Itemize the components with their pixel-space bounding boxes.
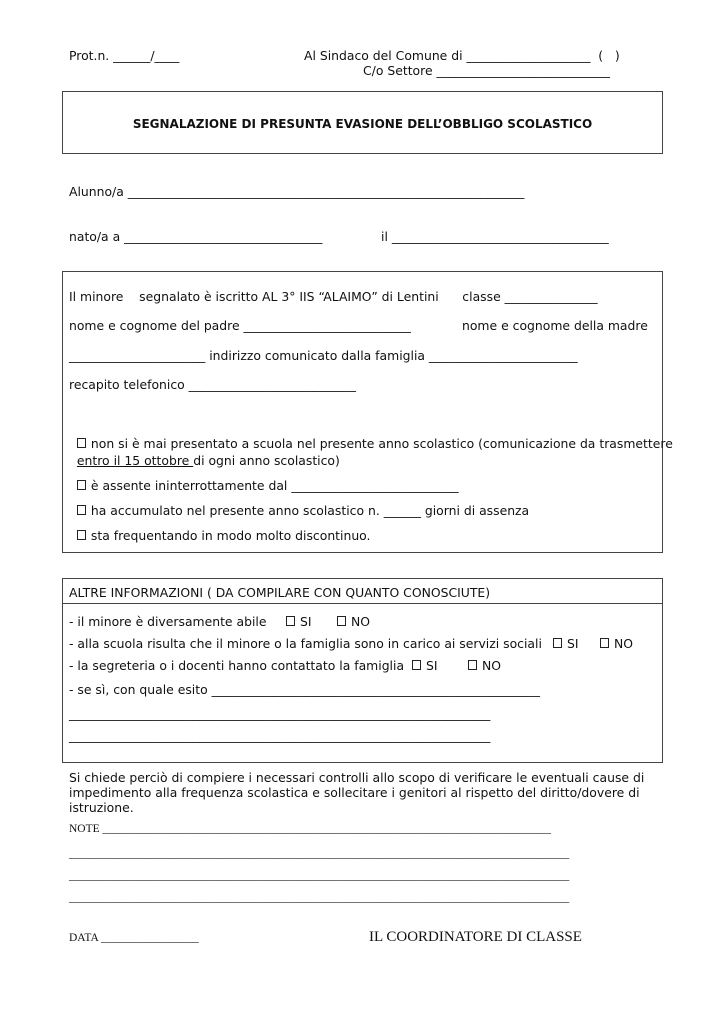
deadline-suffix: di ogni anno scolastico)	[193, 453, 340, 468]
protocol-number: Prot.n. ______/____	[69, 48, 180, 63]
checkbox-icon[interactable]	[412, 660, 421, 670]
question-social-services: - alla scuola risulta che il minore o la famiglia sono in carico ai servizi sociali	[69, 636, 542, 651]
checkbox-icon[interactable]	[468, 660, 477, 670]
other-info-heading: ALTRE INFORMAZIONI ( DA COMPILARE CON QUANTO CONOSCIUTE)	[69, 585, 491, 600]
outcome-line-2[interactable]: ____________________________________________________________________	[69, 728, 491, 743]
option-discontinuous[interactable]	[69, 513, 370, 543]
mayor-recipient: Al Sindaco del Comune di ____________________ ( )	[304, 48, 620, 63]
father-name-field[interactable]: nome e cognome del padre ___________________________	[69, 318, 411, 333]
notes-line-2[interactable]: _______________________________________________________________________________________	[69, 870, 570, 882]
notes-line-1[interactable]: _______________________________________________________________________________________	[69, 848, 570, 860]
social-services-yes[interactable]: SI	[553, 636, 579, 651]
outcome-line-1[interactable]: ____________________________________________________________________	[69, 706, 491, 721]
address-field[interactable]: ______________________ indirizzo comunicato dalla famiglia ________________________	[69, 348, 578, 363]
checkbox-icon[interactable]	[553, 638, 562, 648]
option-absence-count-text: ha accumulato nel presente anno scolastico n. ______ giorni di assenza	[90, 503, 530, 518]
notes-field[interactable]: NOTE ______________________________________________________________________________	[69, 823, 552, 835]
checkbox-icon[interactable]	[286, 616, 295, 626]
question-disability: - il minore è diversamente abile	[69, 614, 267, 629]
heading-divider	[62, 603, 663, 604]
social-services-no[interactable]: NO	[600, 636, 633, 651]
option-absent-since-text: è assente ininterrottamente dal ___________________________	[90, 478, 459, 493]
student-name-field[interactable]: Alunno/a ________________________________________________________________	[69, 184, 525, 199]
mother-name-label: nome e cognome della madre	[462, 318, 648, 333]
deadline-text: entro il 15 ottobre	[76, 453, 194, 468]
disability-yes[interactable]: SI	[286, 614, 312, 629]
enrollment-line[interactable]: Il minore segnalato è iscritto AL 3° IIS “ALAIMO” di Lentini classe _______________	[69, 289, 598, 304]
option-discontinuous-text: sta frequentando in modo molto discontinuo.	[90, 528, 371, 543]
family-contacted-yes[interactable]: SI	[412, 658, 438, 673]
checkbox-icon[interactable]	[600, 638, 609, 648]
birthdate-field[interactable]: il ___________________________________	[381, 229, 609, 244]
question-family-contacted: - la segreteria o i docenti hanno contattato la famiglia	[69, 658, 405, 673]
disability-no[interactable]: NO	[337, 614, 370, 629]
checkbox-icon[interactable]	[337, 616, 346, 626]
option-never-attended-text: non si è mai presentato a scuola nel presente anno scolastico (comunicazione da trasmettere	[90, 436, 673, 451]
sector-recipient: C/o Settore ____________________________	[363, 63, 610, 78]
outcome-field[interactable]: - se sì, con quale esito _____________________________________________________	[69, 682, 540, 697]
phone-field[interactable]: recapito telefonico ___________________________	[69, 377, 356, 392]
birthplace-field[interactable]: nato/a a ________________________________	[69, 229, 323, 244]
document-title: SEGNALAZIONE DI PRESUNTA EVASIONE DELL’OBBLIGO SCOLASTICO	[132, 117, 593, 131]
checkbox-icon[interactable]	[77, 530, 86, 540]
notes-line-3[interactable]: _______________________________________________________________________________________	[69, 892, 570, 904]
title-box	[62, 91, 663, 154]
date-field[interactable]: DATA _________________	[69, 932, 199, 944]
class-coordinator-signature: IL COORDINATORE DI CLASSE	[369, 929, 582, 945]
request-paragraph: Si chiede perciò di compiere i necessari controlli allo scopo di verificare le eventuali cause di impedimento alla frequenza scolastica e sollecitare i genitori al rispetto del diritto/dovere di istruzione.	[69, 770, 645, 815]
family-contacted-no[interactable]: NO	[468, 658, 501, 673]
